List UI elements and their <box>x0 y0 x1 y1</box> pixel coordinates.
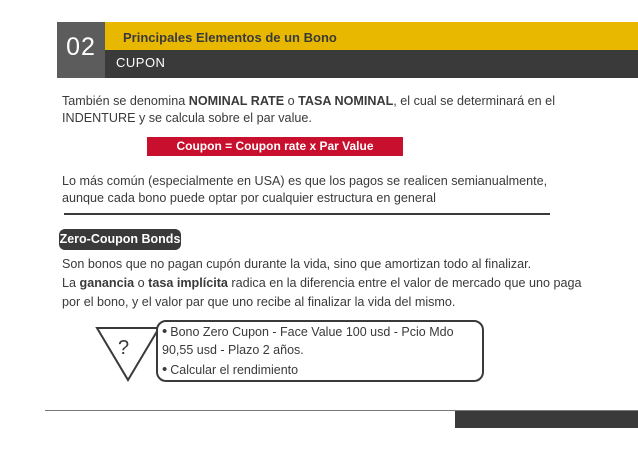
exercise-item-2 <box>162 361 478 379</box>
intro-text-c: , el cual se determinará en el INDENTURE y se calcula sobre el par value. <box>62 94 555 125</box>
subtitle-bar <box>105 50 638 78</box>
intro-text-b: o <box>284 94 299 108</box>
divider <box>64 213 550 215</box>
section-number: 02 <box>66 33 96 61</box>
zc-text-a: La <box>62 276 80 290</box>
zc-text-c: radica en la diferencia entre el valor de mercado que uno paga por el bono, y el valor par que uno recibe al finalizar la vida del mismo. <box>62 276 582 309</box>
footer-bar <box>455 411 638 428</box>
zero-coupon-line1: Son bonos que no pagan cupón durante la vida, sino que amortizan todo al finalizar. <box>62 257 532 271</box>
formula-text: Coupon = Coupon rate x Par Value <box>176 139 374 153</box>
zero-coupon-paragraph <box>62 255 582 312</box>
intro-bold-nominal-rate: NOMINAL RATE <box>188 94 285 108</box>
zc-bold-tasa-implicita: tasa implícita <box>148 276 228 290</box>
intro-text-a: También se denomina <box>62 94 189 108</box>
page-title: Principales Elementos de un Bono <box>123 30 337 45</box>
note-paragraph: Lo más común (especialmente en USA) es que los pagos se realicen semianualmente, aunque cada bono puede optar por cualquier estructura en general <box>62 174 548 205</box>
intro-bold-tasa-nominal: TASA NOMINAL <box>298 94 394 108</box>
exercise-item-1 <box>162 323 478 359</box>
bullet-icon: • <box>162 323 168 340</box>
exercise-item-1-text: Bono Zero Cupon - Face Value 100 usd - Pcio Mdo 90,55 usd - Plazo 2 años. <box>162 325 454 357</box>
question-mark: ? <box>118 337 130 359</box>
zc-bold-ganancia: ganancia <box>79 276 135 290</box>
bullet-icon: • <box>162 361 168 378</box>
zc-text-b: o <box>134 276 149 290</box>
exercise-item-2-text: Calcular el rendimiento <box>170 363 299 377</box>
page-subtitle: CUPON <box>116 55 166 70</box>
zero-coupon-label: Zero-Coupon Bonds <box>59 232 181 246</box>
intro-paragraph <box>62 93 562 127</box>
